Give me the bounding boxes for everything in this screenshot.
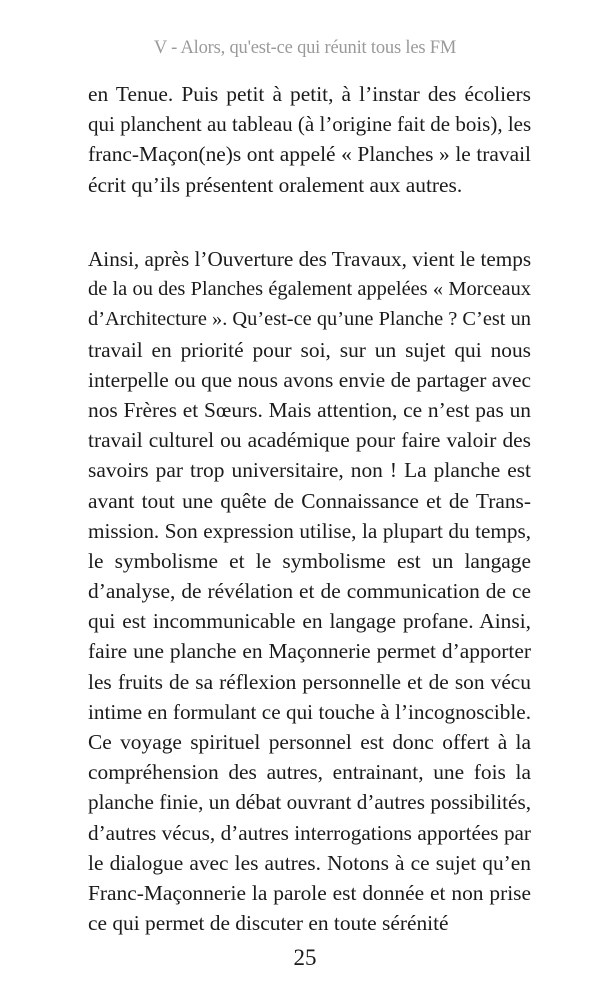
text-line: travail culturel ou académique pour faire valoir des bbox=[88, 428, 531, 453]
text-line: travail en priorité pour soi, sur un sujet qui nous bbox=[88, 337, 531, 362]
text-line: en Tenue. Puis petit à petit, à l’instar des écoliers bbox=[88, 82, 531, 106]
text-line: mission. Son expression utilise, la plupart du temps, bbox=[88, 518, 531, 543]
page-number: 25 bbox=[293, 945, 317, 970]
text-line: qui est incommunicable en langage profane. Ainsi, bbox=[88, 609, 531, 634]
text-line: les fruits de sa réflexion personnelle et de son vécu bbox=[88, 669, 531, 694]
text-line: d’autres vécus, d’autres interrogations apportées par bbox=[88, 820, 531, 845]
text-line: de la ou des Planches également appelées « Morceaux bbox=[88, 278, 531, 301]
text-line: Ce voyage spirituel personnel est donc offert à la bbox=[88, 730, 531, 754]
text-line: compréhension des autres, entrainant, une fois la bbox=[88, 760, 531, 785]
text-line: avant tout une quête de Connaissance et de Trans- bbox=[88, 488, 531, 513]
text-line: Ainsi, après l’Ouverture des Travaux, vient le temps bbox=[88, 247, 531, 271]
paragraph-2 bbox=[88, 244, 531, 938]
text-line: Franc-Maçonnerie la parole est donnée et non prise bbox=[88, 880, 531, 905]
text-line: qui planchent au tableau (à l’origine fait de bois), les bbox=[88, 112, 531, 137]
running-header: V - Alors, qu'est-ce qui réunit tous les FM bbox=[153, 38, 457, 58]
text-line: intime en formulant ce qui touche à l’incognoscible. bbox=[88, 699, 531, 724]
text-line: savoirs par trop universitaire, non ! La planche est bbox=[88, 458, 531, 483]
text-line: d’Architecture ». Qu’est-ce qu’une Planche ? C’est un bbox=[88, 308, 531, 331]
paragraph-1 bbox=[88, 79, 531, 200]
text-line: faire une planche en Maçonnerie permet d’apporter bbox=[88, 639, 531, 664]
text-line: le symbolisme et le symbolisme est un langage bbox=[88, 548, 531, 573]
text-line: interpelle ou que nous avons envie de partager avec bbox=[88, 367, 531, 392]
text-line: franc-Maçon(ne)s ont appelé « Planches » le travail bbox=[88, 142, 531, 167]
text-line: planche finie, un débat ouvrant d’autres possibilités, bbox=[88, 790, 531, 815]
text-line: le dialogue avec les autres. Notons à ce sujet qu’en bbox=[88, 850, 531, 875]
text-line: ce qui permet de discuter en toute sérénité bbox=[88, 911, 449, 936]
text-line: nos Frères et Sœurs. Mais attention, ce n’est pas un bbox=[88, 397, 531, 422]
text-line: d’analyse, de révélation et de communication de ce bbox=[88, 579, 531, 604]
text-line: écrit qu’ils présentent oralement aux autres. bbox=[88, 172, 463, 197]
